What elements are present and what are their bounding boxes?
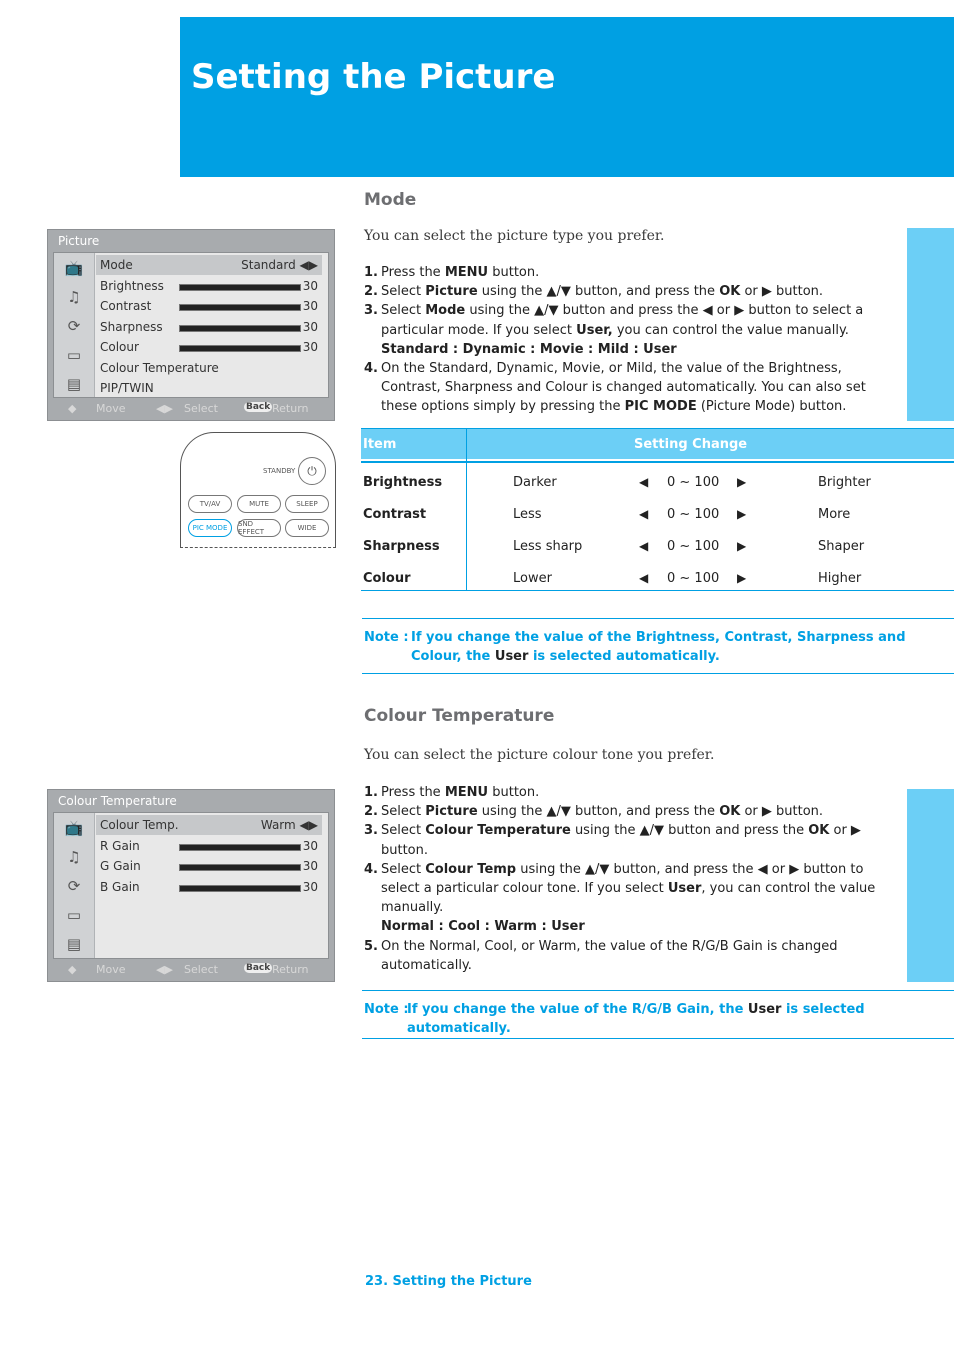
cell-low: Darker xyxy=(513,475,557,490)
step-text: button. xyxy=(488,265,540,280)
osd-row[interactable] xyxy=(96,378,322,398)
step-item xyxy=(364,802,884,821)
arrow-left-icon: ◀ xyxy=(639,539,649,553)
note-text-post: is selected automatically. xyxy=(528,649,720,664)
vcr-icon: ▭ xyxy=(66,906,82,924)
mode-title: Mode xyxy=(364,190,417,210)
arrow-right-icon: ▶ xyxy=(737,507,747,521)
mode-intro: You can select the picture type you prefer. xyxy=(364,228,665,244)
osd-return-label: Return xyxy=(272,402,309,415)
osd-select-label: Select xyxy=(184,963,218,976)
header-setting-change: Setting Change xyxy=(634,437,748,452)
tv-icon: 📺 xyxy=(64,819,84,837)
step-text: or ▶ button. xyxy=(740,284,824,300)
arrow-right-icon: ▶ xyxy=(737,539,747,553)
step-text: Select xyxy=(381,823,426,839)
cell-range: 0 ~ 100 xyxy=(667,539,720,554)
colour-temp-intro: You can select the picture colour tone you prefer. xyxy=(364,747,715,763)
osd-row-label: G Gain xyxy=(100,859,141,873)
osd-row-label: Brightness xyxy=(100,278,164,293)
step-item xyxy=(364,282,884,301)
cell-low: Lower xyxy=(513,571,552,586)
remote-control xyxy=(180,432,336,548)
step-keyword: User xyxy=(667,881,702,897)
step-text: Press the xyxy=(381,785,445,800)
cell-high: Shaper xyxy=(818,539,865,554)
osd-row[interactable] xyxy=(96,276,322,296)
step-text: , you can control the value manually. xyxy=(381,881,876,916)
step-text: Select xyxy=(381,303,426,319)
power-icon[interactable]: ⏻ xyxy=(298,457,326,485)
osd-row[interactable] xyxy=(96,815,322,835)
cell-high: More xyxy=(818,507,851,522)
osd-slider-bar[interactable] xyxy=(179,844,301,851)
note-colour-temp xyxy=(362,990,954,1039)
osd-body xyxy=(53,812,329,959)
osd-icon-column xyxy=(54,253,95,397)
step-text: On the Standard, Dynamic, Movie, or Mild, the value of the Brightness, Contrast, Sharpness and Colour is changed automatically. You can also set these options simply by pressing the xyxy=(381,361,866,415)
settings-table xyxy=(361,428,954,591)
step-text: button. xyxy=(488,785,540,800)
cell-low: Less xyxy=(513,507,542,522)
table-row xyxy=(361,507,954,527)
cell-range: 0 ~ 100 xyxy=(667,571,720,586)
osd-row[interactable] xyxy=(96,877,322,897)
note-user: User xyxy=(494,649,529,664)
osd-row-value: 30 xyxy=(302,838,318,853)
osd-row[interactable] xyxy=(96,317,322,337)
note-text xyxy=(411,628,954,666)
step-text: using the ▲/▼ button, and press the ◀ or ▶ button to select a particular colour tone. If you select xyxy=(381,861,864,897)
note-label: Note : xyxy=(364,630,409,645)
table-header xyxy=(361,428,954,459)
step-item xyxy=(364,821,884,859)
cell-high: Higher xyxy=(818,571,862,586)
step-item xyxy=(364,263,884,282)
step-keyword: User, xyxy=(576,322,613,338)
osd-row-value: 30 xyxy=(302,278,318,293)
osd-row[interactable] xyxy=(96,836,322,856)
osd-row[interactable] xyxy=(96,337,322,357)
mode-steps xyxy=(364,263,884,417)
osd-slider-bar[interactable] xyxy=(179,325,301,332)
tv-av-button[interactable]: TV/AV xyxy=(188,495,232,513)
osd-row-value: 30 xyxy=(302,879,318,894)
remote-cut-line xyxy=(180,547,336,548)
step-text: Select xyxy=(381,861,426,877)
osd-row[interactable] xyxy=(96,296,322,316)
step-text: using the ▲/▼ button, and press the xyxy=(477,284,720,300)
osd-colour-temp-menu xyxy=(47,789,335,982)
back-icon: Back xyxy=(246,963,271,973)
osd-row-label: Mode xyxy=(100,258,133,272)
osd-body xyxy=(53,252,329,398)
move-icon: ◆ xyxy=(68,963,77,976)
osd-bottom-bar xyxy=(48,400,334,418)
note-text-pre: If you change the value of the R/G/B Gain, the xyxy=(407,1002,748,1017)
mute-button[interactable]: MUTE xyxy=(237,495,281,513)
step-text: On the Normal, Cool, or Warm, the value of the R/G/B Gain is changed automatically. xyxy=(381,938,838,973)
osd-row-label: R Gain xyxy=(100,838,140,853)
osd-title: Colour Temperature xyxy=(58,794,177,808)
tv-icon: 📺 xyxy=(64,259,84,277)
osd-slider-bar[interactable] xyxy=(179,345,301,352)
step-text: or ▶ button. xyxy=(740,804,824,820)
step-number: 3. xyxy=(364,823,378,839)
osd-slider-bar[interactable] xyxy=(179,864,301,871)
step-text: using the ▲/▼ button, and press the xyxy=(477,804,720,820)
osd-select-label: Select xyxy=(184,402,218,415)
step-number: 5. xyxy=(364,938,378,954)
osd-row[interactable] xyxy=(96,358,322,378)
step-text: (Picture Mode) button. xyxy=(696,399,847,415)
step-keyword: Picture xyxy=(425,804,478,820)
cell-range: 0 ~ 100 xyxy=(667,507,720,522)
colour-temp-steps xyxy=(364,783,884,975)
osd-picture-menu xyxy=(47,229,335,421)
step-text: Select xyxy=(381,804,426,820)
step-keyword: Colour Temp xyxy=(425,861,517,877)
table-row xyxy=(361,475,954,495)
osd-move-label: Move xyxy=(96,402,126,415)
wide-button[interactable]: WIDE xyxy=(285,519,329,537)
osd-row-value: 30 xyxy=(302,299,318,313)
cell-item: Sharpness xyxy=(363,539,440,554)
osd-title: Picture xyxy=(58,234,100,248)
page-header xyxy=(180,17,954,177)
step-text: using the ▲/▼ button and press the xyxy=(570,823,809,839)
osd-row-label: Contrast xyxy=(100,299,152,313)
vcr-icon: ▭ xyxy=(66,346,82,364)
page-title: Setting the Picture xyxy=(191,57,556,97)
setup-icon: ⟳ xyxy=(67,877,81,895)
input-icon: ▤ xyxy=(66,935,82,953)
step-text: Select xyxy=(381,284,426,300)
osd-row-label: Colour Temperature xyxy=(100,360,219,375)
cell-item: Colour xyxy=(363,571,411,586)
cell-item: Brightness xyxy=(363,475,443,490)
back-icon: Back xyxy=(246,402,271,412)
arrow-right-icon: ▶ xyxy=(737,571,747,585)
sleep-button[interactable]: SLEEP xyxy=(285,495,329,513)
setup-icon: ⟳ xyxy=(67,317,81,335)
table-body xyxy=(361,463,954,591)
step-keyword: Colour Temperature xyxy=(425,823,571,839)
step-keyword: OK xyxy=(719,804,741,820)
osd-slider-bar[interactable] xyxy=(179,304,301,311)
arrow-left-icon: ◀ xyxy=(639,507,649,521)
snd-effect-button[interactable]: SND EFFECT xyxy=(237,519,281,537)
note-user: User xyxy=(747,1002,782,1017)
step-number: 4. xyxy=(364,361,378,377)
osd-row-value: Warm ◀▶ xyxy=(260,818,318,832)
step-text: you can control the value manually. xyxy=(612,322,849,338)
osd-slider-bar[interactable] xyxy=(179,885,301,892)
step-number: 2. xyxy=(364,284,378,300)
step-text: using the ▲/▼ button and press the ◀ or ▶ button to select a particular mode. If you select xyxy=(381,303,864,338)
music-note-icon: ♫ xyxy=(67,848,81,866)
side-tab-colour-temp xyxy=(907,789,954,982)
osd-row-value: 30 xyxy=(302,319,318,334)
arrow-left-icon: ◀ xyxy=(639,571,649,585)
colour-temp-title: Colour Temperature xyxy=(364,706,555,726)
note-text-post: is selected automatically. xyxy=(407,1002,865,1036)
move-icon: ◆ xyxy=(68,402,77,415)
standby-label: STANDBY xyxy=(263,467,296,475)
step-options: Normal : Cool : Warm : User xyxy=(381,919,585,935)
page-footer: 23. Setting the Picture xyxy=(365,1274,532,1289)
osd-bottom-bar xyxy=(48,961,334,979)
step-number: 4. xyxy=(364,861,378,877)
osd-row-label: Colour xyxy=(100,340,139,354)
step-item xyxy=(364,783,884,802)
step-keyword: MENU xyxy=(444,265,489,280)
step-keyword: Mode xyxy=(425,303,466,319)
cell-item: Contrast xyxy=(363,507,427,522)
table-row xyxy=(361,571,954,591)
osd-move-label: Move xyxy=(96,963,126,976)
cell-range: 0 ~ 100 xyxy=(667,475,720,490)
music-note-icon: ♫ xyxy=(67,288,81,306)
osd-return-label: Return xyxy=(272,963,309,976)
osd-row[interactable] xyxy=(96,255,322,275)
osd-row-label: Colour Temp. xyxy=(100,818,179,832)
pic-mode-button[interactable]: PIC MODE xyxy=(188,519,232,537)
osd-icon-column xyxy=(54,813,95,958)
osd-row-label: PIP/TWIN xyxy=(100,381,154,395)
step-options: Standard : Dynamic : Movie : Mild : User xyxy=(381,341,677,357)
input-icon: ▤ xyxy=(66,375,82,393)
step-item xyxy=(364,301,884,359)
cell-low: Less sharp xyxy=(513,539,583,554)
note-text xyxy=(407,1000,954,1038)
note-text-pre: If you change the value of the Brightness, Contrast, Sharpness and Colour, the xyxy=(411,630,906,664)
osd-row-label: B Gain xyxy=(100,879,140,894)
step-item xyxy=(364,359,884,417)
step-keyword: MENU xyxy=(444,785,489,800)
arrow-right-icon: ▶ xyxy=(737,475,747,489)
osd-slider-bar[interactable] xyxy=(179,284,301,291)
step-text: or ▶ button. xyxy=(381,823,861,858)
note-label: Note : xyxy=(364,1002,409,1017)
osd-row-value: 30 xyxy=(302,340,318,354)
arrow-left-icon: ◀ xyxy=(639,475,649,489)
osd-row-value: Standard ◀▶ xyxy=(241,258,318,272)
step-keyword: Picture xyxy=(425,284,478,300)
select-icon: ◀▶ xyxy=(156,402,173,415)
step-keyword: PIC MODE xyxy=(624,399,697,415)
step-item xyxy=(364,937,884,975)
step-number: 3. xyxy=(364,303,378,319)
side-tab-mode xyxy=(907,228,954,421)
step-number: 2. xyxy=(364,804,378,820)
step-keyword: OK xyxy=(719,284,741,300)
step-number: 1. xyxy=(364,785,378,800)
osd-row[interactable] xyxy=(96,856,322,876)
step-item xyxy=(364,860,884,937)
step-keyword: OK xyxy=(808,823,830,839)
step-text: Press the xyxy=(381,265,445,280)
note-mode xyxy=(362,618,954,674)
osd-row-label: Sharpness xyxy=(100,319,163,334)
select-icon: ◀▶ xyxy=(156,963,173,976)
table-row xyxy=(361,539,954,559)
cell-high: Brighter xyxy=(818,475,871,490)
osd-row-value: 30 xyxy=(302,859,318,873)
step-number: 1. xyxy=(364,265,378,280)
header-item: Item xyxy=(363,437,397,452)
